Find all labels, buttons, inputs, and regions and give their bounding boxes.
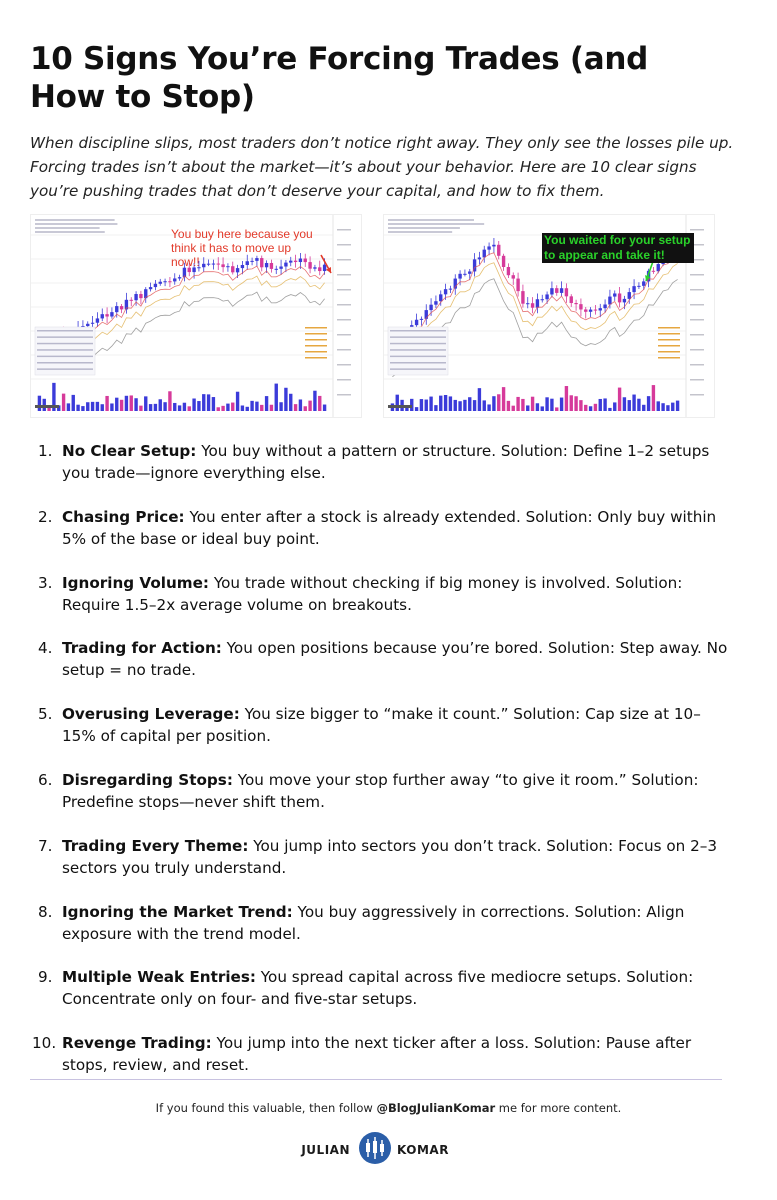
volume-bar xyxy=(560,398,563,411)
chart-images xyxy=(30,214,730,416)
volume-bar xyxy=(270,405,273,411)
candle-body xyxy=(516,279,519,292)
data-table-row xyxy=(37,349,93,351)
volume-bar xyxy=(86,402,89,411)
list-item xyxy=(30,637,730,681)
candle-body xyxy=(502,256,505,267)
volume-bar xyxy=(623,397,626,411)
list-item-term: Multiple Weak Entries: xyxy=(62,968,256,987)
volume-bar xyxy=(676,401,679,411)
list-item-number: 10. xyxy=(32,1034,57,1053)
volume-bar xyxy=(178,405,181,411)
volume-bar xyxy=(536,403,539,411)
volume-bar xyxy=(294,404,297,411)
chart-header-text xyxy=(35,231,105,233)
volume-bar xyxy=(91,402,94,411)
candle-body xyxy=(531,303,534,307)
data-table xyxy=(35,327,95,375)
price-axis-label xyxy=(337,379,351,381)
list-item xyxy=(30,1032,730,1076)
candle-body xyxy=(613,293,616,296)
candle-body xyxy=(439,294,442,301)
volume-bar xyxy=(299,399,302,411)
chart-header-text xyxy=(388,223,484,225)
price-axis-label xyxy=(337,349,351,351)
volume-bar xyxy=(647,396,650,411)
volume-bar xyxy=(159,399,162,411)
candle-body xyxy=(584,309,587,311)
candle-body xyxy=(536,299,539,307)
price-axis-label xyxy=(337,289,351,291)
candle-body xyxy=(415,320,418,325)
candle-body xyxy=(323,265,326,271)
volume-bar xyxy=(168,391,171,411)
price-axis-label xyxy=(690,364,704,366)
data-table-row xyxy=(390,330,446,332)
candle-body xyxy=(579,304,582,309)
volume-bar xyxy=(72,395,75,411)
candle-body xyxy=(86,324,89,326)
price-axis-label xyxy=(690,394,704,396)
candle-body xyxy=(120,306,123,309)
candle-body xyxy=(507,267,510,275)
volume-bar xyxy=(439,396,442,411)
data-table-row xyxy=(37,368,93,370)
volume-bar xyxy=(429,397,432,411)
price-axis-label xyxy=(337,304,351,306)
list-item-term: Trading for Action: xyxy=(62,639,222,658)
volume-bar xyxy=(657,401,660,411)
stats-text xyxy=(305,333,327,335)
candle-body xyxy=(468,271,471,273)
volume-bar xyxy=(420,399,423,411)
chart-header-text xyxy=(35,223,117,225)
brand-logo xyxy=(0,1131,777,1169)
price-axis-label xyxy=(337,229,351,231)
volume-bar xyxy=(67,403,70,411)
list-item-term: Overusing Leverage: xyxy=(62,705,240,724)
stats-text xyxy=(305,327,327,329)
price-axis-label xyxy=(690,274,704,276)
volume-bar xyxy=(96,402,99,411)
candle-body xyxy=(570,296,573,303)
price-axis-label xyxy=(690,349,704,351)
stats-text xyxy=(658,351,680,353)
volume-bar xyxy=(173,403,176,411)
price-axis-label xyxy=(337,259,351,261)
volume-bar xyxy=(221,406,224,411)
stats-text xyxy=(305,351,327,353)
volume-bar xyxy=(521,399,524,411)
tradingview-watermark xyxy=(35,405,59,408)
volume-bar xyxy=(550,399,553,411)
list-item xyxy=(30,572,730,616)
candle-body xyxy=(618,293,621,302)
volume-bar xyxy=(134,398,137,411)
candle-body xyxy=(91,323,94,324)
candle-body xyxy=(642,281,645,285)
volume-bar xyxy=(478,388,481,411)
volume-bar xyxy=(154,404,157,411)
volume-bar xyxy=(192,399,195,411)
data-table xyxy=(388,327,448,375)
candle-body xyxy=(110,312,113,316)
volume-bar xyxy=(531,397,534,411)
candle-body xyxy=(512,275,515,278)
volume-bar xyxy=(396,395,399,411)
volume-bar xyxy=(62,394,65,411)
brand-name-last: KOMAR xyxy=(397,1143,449,1157)
volume-bar xyxy=(120,400,123,411)
stats-text xyxy=(305,345,327,347)
footer-text-after: me for more content. xyxy=(495,1101,622,1115)
list-item-text: You move your stop further away “to give it room.” Solution: Predefine stops—never shift them. xyxy=(62,770,699,811)
volume-bar xyxy=(652,385,655,411)
candle-body xyxy=(574,303,577,304)
list-item xyxy=(30,769,730,813)
volume-bar xyxy=(434,405,437,411)
volume-bar xyxy=(125,396,128,411)
volume-bar xyxy=(613,402,616,411)
volume-bar xyxy=(139,406,142,411)
volume-bar xyxy=(313,391,316,411)
list-item-number: 4. xyxy=(38,639,53,658)
candle-body xyxy=(463,274,466,275)
stats-text xyxy=(305,357,327,359)
list-item-term: Revenge Trading: xyxy=(62,1034,212,1053)
volume-bar xyxy=(516,397,519,411)
footer-follow-line xyxy=(0,1101,777,1115)
volume-bar xyxy=(241,406,244,411)
volume-bar xyxy=(101,404,104,411)
price-axis-label xyxy=(690,289,704,291)
list-item-text: You buy without a pattern or structure. Solution: Define 1–2 setups you trade—ignore everything else. xyxy=(62,442,710,482)
volume-bar xyxy=(492,396,495,411)
volume-bar xyxy=(584,405,587,411)
volume-bar xyxy=(555,407,558,411)
volume-bar xyxy=(188,406,191,411)
volume-bar xyxy=(76,405,79,411)
volume-bar xyxy=(231,403,234,411)
candle-body xyxy=(632,286,635,292)
data-table-row xyxy=(390,336,446,338)
list-item xyxy=(30,506,730,550)
volume-bar xyxy=(589,406,592,411)
candle-body xyxy=(550,288,553,294)
chart-patient-entry xyxy=(383,214,715,418)
candle-body xyxy=(492,245,495,247)
volume-bar xyxy=(308,401,311,411)
volume-bar xyxy=(38,396,41,411)
candle-body xyxy=(555,288,558,293)
chart-header-text xyxy=(35,219,115,221)
volume-bar xyxy=(570,395,573,411)
list-item-term: No Clear Setup: xyxy=(62,442,197,460)
volume-bar xyxy=(487,404,490,411)
candle-body xyxy=(420,319,423,320)
volume-bar xyxy=(260,405,263,411)
volume-bar xyxy=(275,384,278,411)
candle-body xyxy=(652,271,655,272)
price-axis-label xyxy=(337,274,351,276)
data-table-row xyxy=(37,336,93,338)
candle-body xyxy=(608,297,611,305)
data-table-row xyxy=(37,362,93,364)
data-table-row xyxy=(390,343,446,345)
volume-bar xyxy=(473,400,476,411)
list-item-term: Ignoring the Market Trend: xyxy=(62,902,293,921)
volume-bar xyxy=(43,399,46,411)
candle-body xyxy=(458,274,461,279)
price-axis-label xyxy=(690,334,704,336)
volume-bar xyxy=(444,395,447,411)
intro-paragraph: When discipline slips, most traders don’t notice right away. They only see the losses pile up. Forcing trades isn’t about the market—it’s about your behavior. Here are 10 clear signs you’re pushing trades that don’t deserve your capital, and how to fix them. xyxy=(30,134,734,200)
list-item-number: 5. xyxy=(38,705,53,724)
list-item xyxy=(30,966,730,1010)
candle-body xyxy=(154,284,157,287)
price-axis-label xyxy=(337,364,351,366)
candle-body xyxy=(478,257,481,259)
candle-body xyxy=(105,314,108,316)
candle-body xyxy=(526,303,529,304)
candle-body xyxy=(623,299,626,302)
tradingview-watermark xyxy=(388,405,412,408)
volume-bar xyxy=(454,400,457,411)
volume-bar xyxy=(284,388,287,411)
chart-header-text xyxy=(388,219,474,221)
list-item-term: Disregarding Stops: xyxy=(62,770,233,789)
footer-handle-link[interactable]: @BlogJulianKomar xyxy=(376,1101,496,1115)
volume-bar xyxy=(565,386,568,411)
data-table-row xyxy=(390,356,446,358)
volume-bar xyxy=(110,403,113,411)
price-axis-label xyxy=(337,244,351,246)
volume-bar xyxy=(632,395,635,411)
candle-body xyxy=(545,294,548,299)
chart-forced-entry-callout: You buy here because you think it has to move up now!! xyxy=(171,227,313,269)
volume-bar xyxy=(468,397,471,411)
volume-bar xyxy=(661,403,664,411)
volume-bar xyxy=(526,405,529,411)
list-item-text: You jump into sectors you don’t track. Solution: Focus on 2–3 sectors you truly understand. xyxy=(62,836,717,877)
candle-body xyxy=(565,288,568,296)
candle-body xyxy=(173,278,176,281)
chart-header-text xyxy=(388,231,452,233)
data-table-row xyxy=(37,343,93,345)
footer-divider xyxy=(30,1079,722,1080)
volume-bar xyxy=(226,404,229,411)
volume-bar xyxy=(105,396,108,411)
list-item xyxy=(30,703,730,747)
data-table-row xyxy=(37,330,93,332)
stats-text xyxy=(658,339,680,341)
candle-body xyxy=(483,250,486,258)
price-axis-label xyxy=(690,319,704,321)
candle-body xyxy=(497,245,500,256)
candle-body xyxy=(589,310,592,312)
chart-forced-entry xyxy=(30,214,362,418)
volume-bar xyxy=(255,402,258,411)
volume-bar xyxy=(265,396,268,411)
list-item-number: 9. xyxy=(38,968,53,987)
candle-body xyxy=(130,300,133,301)
volume-bar xyxy=(217,407,220,411)
volume-bar xyxy=(202,394,205,411)
volume-bar xyxy=(628,400,631,411)
volume-bar xyxy=(236,392,239,411)
volume-bar xyxy=(279,402,282,411)
volume-bar xyxy=(183,403,186,411)
list-item-term: Chasing Price: xyxy=(62,507,185,526)
candle-body xyxy=(168,281,171,282)
volume-bar xyxy=(497,394,500,411)
candle-body xyxy=(101,314,104,318)
price-axis-label xyxy=(690,229,704,231)
volume-bar xyxy=(603,398,606,411)
list-item-text: You size bigger to “make it count.” Solution: Cap size at 10–15% of capital per position. xyxy=(62,705,701,746)
price-axis-label xyxy=(690,304,704,306)
candle-body xyxy=(599,308,602,310)
list-item-number: 2. xyxy=(38,507,53,526)
list-item-number: 3. xyxy=(38,573,53,592)
candle-body xyxy=(594,310,597,311)
data-table-row xyxy=(37,356,93,358)
stats-text xyxy=(658,357,680,359)
candle-body xyxy=(139,294,142,298)
volume-bar xyxy=(594,404,597,411)
candle-body xyxy=(521,291,524,304)
volume-bar xyxy=(618,388,621,411)
list-item-text: You trade without checking if big money is involved. Solution: Require 1.5–2x average volume on breakouts. xyxy=(62,573,683,614)
list-item xyxy=(30,901,730,945)
stats-text xyxy=(658,327,680,329)
volume-bar xyxy=(425,400,428,411)
volume-bar xyxy=(163,402,166,411)
list-item-text: You buy aggressively in corrections. Solution: Align exposure with the trend model. xyxy=(62,902,685,943)
page-title: 10 Signs You’re Forcing Trades (and How to Stop) xyxy=(30,41,649,115)
volume-bar xyxy=(507,401,510,411)
volume-bar xyxy=(130,395,133,411)
price-axis-label xyxy=(337,394,351,396)
volume-bar xyxy=(642,405,645,411)
list-item-text: You open positions because you’re bored. Solution: Step away. No setup = no trade. xyxy=(62,639,728,680)
stats-text xyxy=(305,339,327,341)
volume-bar xyxy=(304,406,307,411)
volume-bar xyxy=(207,394,210,411)
volume-bar xyxy=(323,405,326,411)
brand-name-first: JULIAN xyxy=(301,1143,350,1157)
volume-bar xyxy=(144,396,147,411)
price-axis-label xyxy=(690,379,704,381)
volume-bar xyxy=(212,397,215,411)
candle-body xyxy=(434,301,437,304)
candle-body xyxy=(541,299,544,300)
candle-body xyxy=(449,289,452,290)
volume-bar xyxy=(318,396,321,411)
candle-body xyxy=(487,246,490,249)
candle-body xyxy=(163,281,166,282)
data-table-row xyxy=(390,349,446,351)
footer-text-before: If you found this valuable, then follow xyxy=(155,1101,377,1115)
candle-body xyxy=(560,288,563,293)
volume-bar xyxy=(449,396,452,411)
volume-bar xyxy=(574,396,577,411)
candle-body xyxy=(429,305,432,310)
list-item-text: You enter after a stock is already extended. Solution: Only buy within 5% of the base or ideal buy point. xyxy=(62,507,717,548)
candle-body xyxy=(115,306,118,312)
candle-body xyxy=(444,289,447,294)
list-item-term: Trading Every Theme: xyxy=(62,836,249,855)
signs-list xyxy=(30,440,730,1098)
data-table-row xyxy=(390,368,446,370)
volume-bar xyxy=(250,401,253,411)
volume-bar xyxy=(458,401,461,411)
list-item-number: 8. xyxy=(38,902,53,921)
candle-body xyxy=(603,305,606,309)
volume-bar xyxy=(671,403,674,411)
volume-bar xyxy=(599,399,602,411)
list-item xyxy=(30,440,730,484)
stats-text xyxy=(658,345,680,347)
chart-header-text xyxy=(35,227,100,229)
volume-bar xyxy=(463,400,466,411)
volume-bar xyxy=(637,399,640,411)
volume-bar xyxy=(289,394,292,411)
volume-bar xyxy=(483,400,486,411)
list-item-number: 1. xyxy=(38,442,53,460)
list-item-number: 7. xyxy=(38,836,53,855)
volume-bar xyxy=(502,387,505,411)
volume-bar xyxy=(197,401,200,411)
volume-bar xyxy=(149,404,152,411)
list-item xyxy=(30,835,730,879)
candle-body xyxy=(637,286,640,287)
list-item-number: 6. xyxy=(38,770,53,789)
list-item-text: You jump into the next ticker after a loss. Solution: Pause after stops, review, and reset. xyxy=(62,1034,692,1075)
candle-body xyxy=(159,282,162,284)
candle-body xyxy=(178,277,181,278)
price-axis-label xyxy=(337,319,351,321)
volume-bar xyxy=(666,405,669,411)
list-item-text: You spread capital across five mediocre setups. Solution: Concentrate only on four- and five-star setups. xyxy=(62,968,694,1009)
candle-body xyxy=(96,318,99,322)
volume-bar xyxy=(579,400,582,411)
candle-body xyxy=(134,294,137,300)
stats-text xyxy=(658,333,680,335)
volume-bar xyxy=(410,399,413,411)
candle-body xyxy=(149,287,152,289)
volume-bar xyxy=(415,407,418,411)
volume-bar xyxy=(512,406,515,411)
list-item-term: Ignoring Volume: xyxy=(62,573,210,592)
article xyxy=(30,40,734,203)
candlestick-logo-icon xyxy=(358,1131,392,1165)
price-axis-label xyxy=(337,334,351,336)
volume-bar xyxy=(81,406,84,411)
volume-bar xyxy=(608,408,611,411)
volume-bar xyxy=(545,397,548,411)
candle-body xyxy=(628,292,631,299)
chart-patient-entry-callout: You waited for your setup to appear and take it! xyxy=(542,233,694,263)
volume-bar xyxy=(115,398,118,411)
data-table-row xyxy=(390,362,446,364)
volume-bar xyxy=(541,406,544,411)
chart-header-text xyxy=(388,227,460,229)
volume-bar xyxy=(246,407,249,411)
